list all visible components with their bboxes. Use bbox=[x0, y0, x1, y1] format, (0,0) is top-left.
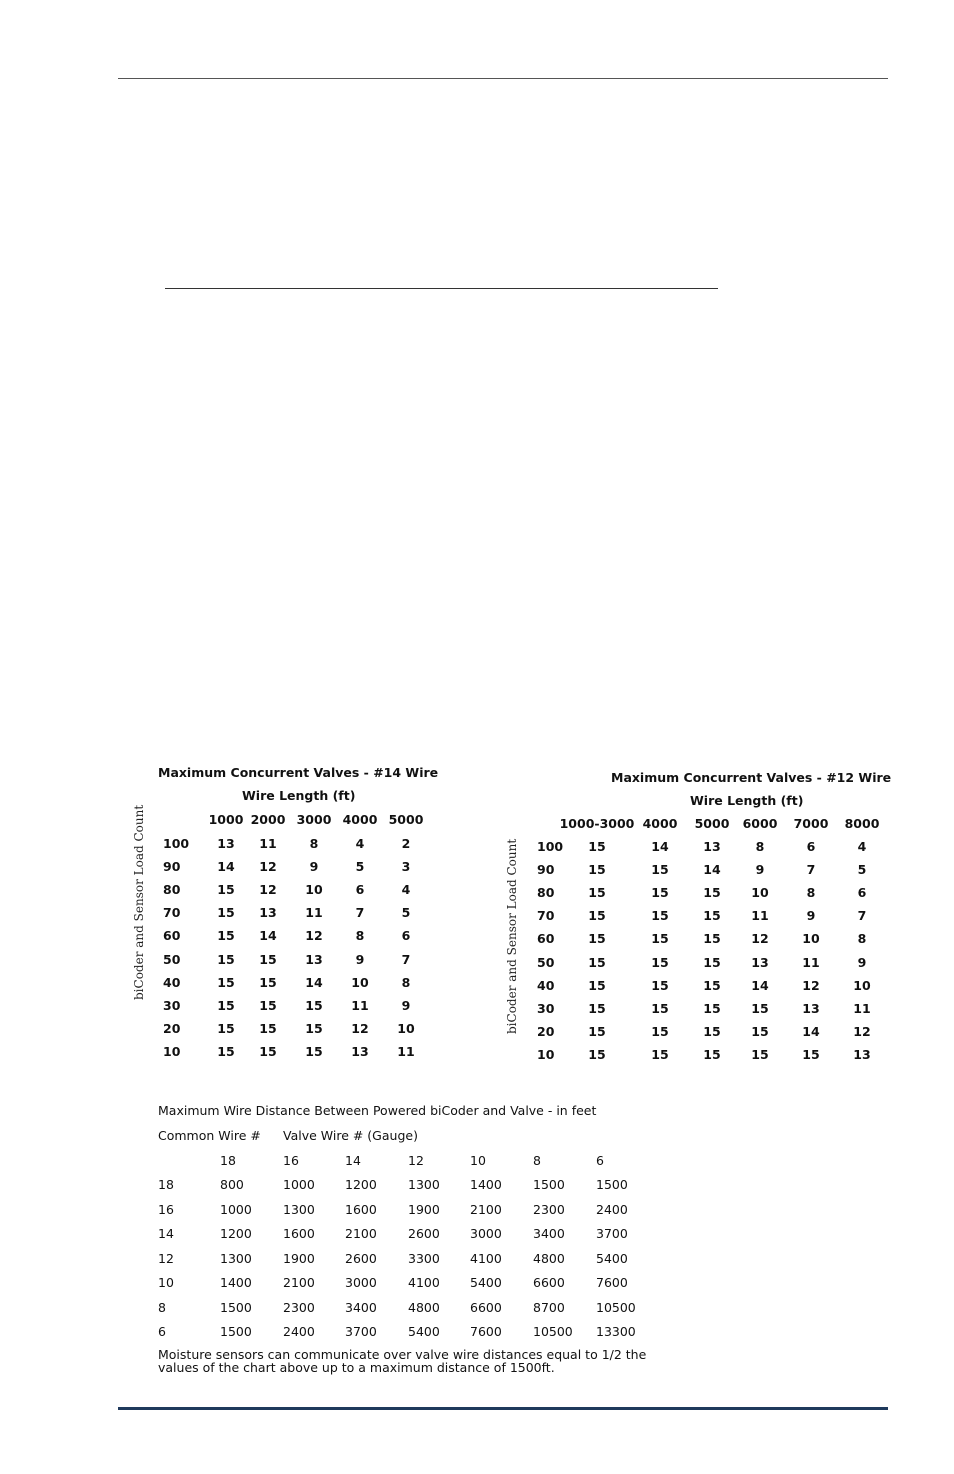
table-note: Moisture sensors can communicate over valve wire distances equal to 1/2 the values of the chart above up to a maximum distance of 1500ft. bbox=[158, 1347, 647, 1375]
table-cell: 15 bbox=[588, 885, 606, 901]
table-cell: 10 bbox=[397, 1020, 415, 1036]
table-cell: 15 bbox=[651, 1046, 669, 1062]
row-header: 40 bbox=[537, 977, 555, 993]
row-header: 8 bbox=[158, 1299, 166, 1315]
table-cell: 6 bbox=[857, 885, 867, 901]
table-cell: 11 bbox=[305, 905, 323, 921]
table-cell: 15 bbox=[703, 885, 721, 901]
column-header: 14 bbox=[345, 1153, 361, 1168]
table-cell: 13 bbox=[802, 1000, 820, 1016]
table-cell: 1900 bbox=[408, 1201, 440, 1217]
table-cell: 1400 bbox=[470, 1177, 502, 1192]
table-cell: 15 bbox=[588, 931, 606, 947]
table-cell: 13 bbox=[751, 954, 769, 970]
table-cell: 15 bbox=[217, 1020, 235, 1036]
row-header: 90 bbox=[163, 859, 181, 875]
table-cell: 13 bbox=[305, 951, 323, 967]
row-header: 6 bbox=[158, 1324, 166, 1339]
table-cell: 7600 bbox=[596, 1275, 628, 1290]
row-header: 50 bbox=[537, 954, 555, 970]
column-header: 1000-3000 bbox=[559, 816, 635, 831]
column-header: 4000 bbox=[642, 816, 678, 831]
table-cell: 14 bbox=[305, 974, 323, 990]
row-header: 16 bbox=[158, 1201, 174, 1217]
table-cell: 6 bbox=[806, 839, 816, 854]
table-cell: 1300 bbox=[283, 1201, 315, 1217]
table-cell: 14 bbox=[217, 859, 235, 875]
table-cell: 12 bbox=[853, 1023, 871, 1039]
row-header: 100 bbox=[163, 836, 190, 851]
table-cell: 5400 bbox=[408, 1324, 440, 1339]
row-header: 14 bbox=[158, 1226, 174, 1241]
header-rule bbox=[118, 78, 888, 79]
table-cell: 2 bbox=[401, 836, 411, 851]
table-cell: 8 bbox=[309, 836, 319, 851]
table-cell: 10500 bbox=[533, 1324, 573, 1339]
table-cell: 6600 bbox=[533, 1275, 565, 1290]
table-cell: 1500 bbox=[596, 1177, 628, 1192]
table-cell: 7 bbox=[355, 905, 365, 921]
table-cell: 8700 bbox=[533, 1299, 565, 1315]
table-cell: 1300 bbox=[220, 1250, 252, 1266]
table-cell: 14 bbox=[703, 862, 721, 878]
table-cell: 15 bbox=[651, 931, 669, 947]
table-cell: 15 bbox=[259, 1020, 277, 1036]
column-header: 10 bbox=[470, 1153, 486, 1168]
table-cell: 15 bbox=[217, 951, 235, 967]
table-cell: 15 bbox=[217, 905, 235, 921]
column-header: 8 bbox=[533, 1153, 541, 1168]
table-cell: 15 bbox=[751, 1046, 769, 1062]
row-header: 80 bbox=[163, 882, 181, 898]
table-cell: 3 bbox=[401, 859, 411, 875]
table-cell: 15 bbox=[305, 1043, 323, 1059]
table-cell: 12 bbox=[751, 931, 769, 947]
table-cell: 4 bbox=[401, 882, 411, 898]
table-cell: 4800 bbox=[408, 1299, 440, 1315]
table-cell: 3300 bbox=[408, 1250, 440, 1266]
row-header: 60 bbox=[537, 931, 555, 947]
table-cell: 2600 bbox=[408, 1226, 440, 1241]
table-cell: 9 bbox=[309, 859, 319, 875]
table-cell: 10 bbox=[853, 977, 871, 993]
table-cell: 13 bbox=[853, 1046, 871, 1062]
table-cell: 15 bbox=[588, 1000, 606, 1016]
table-cell: 14 bbox=[802, 1023, 820, 1039]
table-cell: 15 bbox=[588, 977, 606, 993]
table-cell: 15 bbox=[703, 1000, 721, 1016]
table-cell: 15 bbox=[651, 977, 669, 993]
table-cell: 13 bbox=[351, 1043, 369, 1059]
table-title: Maximum Wire Distance Between Powered biCoder and Valve - in feet bbox=[158, 1103, 597, 1118]
table-cell: 12 bbox=[305, 928, 323, 944]
table-cell: 15 bbox=[651, 954, 669, 970]
table-cell: 3400 bbox=[533, 1226, 565, 1241]
column-header: 3000 bbox=[296, 812, 332, 827]
table-cell: 12 bbox=[351, 1020, 369, 1036]
column-header: 18 bbox=[220, 1153, 236, 1168]
table-cell: 15 bbox=[703, 908, 721, 924]
table-cell: 4 bbox=[857, 839, 867, 854]
table-cell: 11 bbox=[351, 997, 369, 1013]
table-cell: 2300 bbox=[533, 1201, 565, 1217]
table-cell: 11 bbox=[397, 1043, 415, 1059]
row-axis-label: Common Wire # bbox=[158, 1128, 261, 1143]
table-cell: 15 bbox=[217, 1043, 235, 1059]
table-cell: 15 bbox=[217, 974, 235, 990]
table-cell: 15 bbox=[703, 954, 721, 970]
table-cell: 5 bbox=[355, 859, 365, 875]
row-header: 90 bbox=[537, 862, 555, 878]
table-cell: 2100 bbox=[345, 1226, 377, 1241]
table-cell: 7 bbox=[806, 862, 816, 878]
row-header: 20 bbox=[163, 1020, 181, 1036]
table-cell: 1000 bbox=[283, 1177, 315, 1192]
row-header: 18 bbox=[158, 1177, 174, 1192]
table-cell: 1500 bbox=[220, 1324, 252, 1339]
table-cell: 10 bbox=[351, 974, 369, 990]
table-cell: 1400 bbox=[220, 1275, 252, 1290]
row-header: 30 bbox=[537, 1000, 555, 1016]
section-rule bbox=[165, 288, 718, 289]
row-header: 12 bbox=[158, 1250, 174, 1266]
table-cell: 2100 bbox=[283, 1275, 315, 1290]
table-cell: 9 bbox=[806, 908, 816, 924]
table-cell: 15 bbox=[259, 951, 277, 967]
table-cell: 5400 bbox=[470, 1275, 502, 1290]
table-cell: 8 bbox=[355, 928, 365, 944]
column-header: 6 bbox=[596, 1153, 604, 1168]
table-cell: 15 bbox=[259, 974, 277, 990]
table-cell: 10 bbox=[751, 885, 769, 901]
table-cell: 15 bbox=[651, 908, 669, 924]
table-cell: 15 bbox=[305, 997, 323, 1013]
table-cell: 4800 bbox=[533, 1250, 565, 1266]
table-cell: 15 bbox=[703, 1046, 721, 1062]
table-cell: 15 bbox=[703, 1023, 721, 1039]
table-cell: 13300 bbox=[596, 1324, 636, 1339]
table-cell: 13 bbox=[259, 905, 277, 921]
x-axis-label: Wire Length (ft) bbox=[242, 788, 356, 803]
column-header: 16 bbox=[283, 1153, 299, 1168]
x-axis-label: Wire Length (ft) bbox=[690, 793, 804, 808]
row-header: 70 bbox=[163, 905, 181, 921]
table-cell: 4 bbox=[355, 836, 365, 851]
table-cell: 15 bbox=[802, 1046, 820, 1062]
table-cell: 15 bbox=[217, 997, 235, 1013]
table-cell: 4100 bbox=[470, 1250, 502, 1266]
column-header: 6000 bbox=[742, 816, 778, 831]
table-cell: 800 bbox=[220, 1177, 244, 1192]
table-cell: 8 bbox=[857, 931, 867, 947]
table-cell: 7 bbox=[401, 951, 411, 967]
table-cell: 4100 bbox=[408, 1275, 440, 1290]
table-cell: 12 bbox=[259, 882, 277, 898]
table-cell: 15 bbox=[588, 1046, 606, 1062]
table-cell: 2100 bbox=[470, 1201, 502, 1217]
table-cell: 11 bbox=[259, 836, 277, 851]
row-header: 40 bbox=[163, 974, 181, 990]
column-header: 4000 bbox=[342, 812, 378, 827]
table-cell: 8 bbox=[755, 839, 765, 854]
table-cell: 15 bbox=[651, 1023, 669, 1039]
table-cell: 1200 bbox=[220, 1226, 252, 1241]
table-cell: 14 bbox=[751, 977, 769, 993]
table-cell: 15 bbox=[651, 1000, 669, 1016]
table-cell: 15 bbox=[588, 839, 606, 854]
table-cell: 1500 bbox=[533, 1177, 565, 1192]
table-cell: 3700 bbox=[345, 1324, 377, 1339]
row-header: 10 bbox=[163, 1043, 181, 1059]
column-header: 8000 bbox=[844, 816, 880, 831]
table-cell: 15 bbox=[703, 977, 721, 993]
table-title: Maximum Concurrent Valves - #14 Wire bbox=[158, 765, 439, 780]
row-header: 100 bbox=[537, 839, 564, 854]
column-header: 5000 bbox=[388, 812, 424, 827]
row-header: 60 bbox=[163, 928, 181, 944]
table-cell: 10 bbox=[802, 931, 820, 947]
table-cell: 14 bbox=[651, 839, 669, 854]
column-axis-label: Valve Wire # (Gauge) bbox=[283, 1128, 418, 1143]
table-cell: 11 bbox=[853, 1000, 871, 1016]
row-header: 70 bbox=[537, 908, 555, 924]
table-cell: 1300 bbox=[408, 1177, 440, 1192]
table-cell: 3400 bbox=[345, 1299, 377, 1315]
table-cell: 13 bbox=[703, 839, 721, 854]
table-cell: 6600 bbox=[470, 1299, 502, 1315]
table-cell: 15 bbox=[588, 908, 606, 924]
y-axis-label: biCoder and Sensor Load Count bbox=[132, 804, 146, 1000]
table-cell: 6 bbox=[401, 928, 411, 944]
table-cell: 7600 bbox=[470, 1324, 502, 1339]
table-cell: 9 bbox=[755, 862, 765, 878]
table-cell: 15 bbox=[217, 882, 235, 898]
table-cell: 15 bbox=[588, 862, 606, 878]
table-cell: 1900 bbox=[283, 1250, 315, 1266]
table-cell: 11 bbox=[751, 908, 769, 924]
table-cell: 1600 bbox=[345, 1201, 377, 1217]
table-cell: 15 bbox=[259, 997, 277, 1013]
table-cell: 1500 bbox=[220, 1299, 252, 1315]
table-cell: 15 bbox=[305, 1020, 323, 1036]
table-cell: 10 bbox=[305, 882, 323, 898]
column-header: 5000 bbox=[694, 816, 730, 831]
table-cell: 15 bbox=[651, 862, 669, 878]
row-header: 80 bbox=[537, 885, 555, 901]
column-header: 2000 bbox=[250, 812, 286, 827]
table-cell: 9 bbox=[355, 951, 365, 967]
table-cell: 3000 bbox=[470, 1226, 502, 1241]
column-header: 1000 bbox=[208, 812, 244, 827]
table-cell: 9 bbox=[401, 997, 411, 1013]
table-cell: 15 bbox=[751, 1000, 769, 1016]
table-cell: 3700 bbox=[596, 1226, 628, 1241]
column-header: 7000 bbox=[793, 816, 829, 831]
table-cell: 15 bbox=[259, 1043, 277, 1059]
table-cell: 1000 bbox=[220, 1201, 252, 1217]
row-header: 10 bbox=[158, 1275, 174, 1290]
table-cell: 2600 bbox=[345, 1250, 377, 1266]
table-cell: 12 bbox=[802, 977, 820, 993]
table-cell: 7 bbox=[857, 908, 867, 924]
table-cell: 5400 bbox=[596, 1250, 628, 1266]
table-cell: 15 bbox=[703, 931, 721, 947]
table-cell: 12 bbox=[259, 859, 277, 875]
table-cell: 2400 bbox=[283, 1324, 315, 1339]
table-cell: 15 bbox=[217, 928, 235, 944]
row-header: 10 bbox=[537, 1046, 555, 1062]
table-cell: 15 bbox=[588, 954, 606, 970]
table-cell: 5 bbox=[401, 905, 411, 921]
table-cell: 15 bbox=[588, 1023, 606, 1039]
table-cell: 8 bbox=[401, 974, 411, 990]
table-cell: 11 bbox=[802, 954, 820, 970]
table-cell: 6 bbox=[355, 882, 365, 898]
table-cell: 9 bbox=[857, 954, 867, 970]
table-cell: 3000 bbox=[345, 1275, 377, 1290]
table-cell: 5 bbox=[857, 862, 867, 878]
table-cell: 1600 bbox=[283, 1226, 315, 1241]
column-header: 12 bbox=[408, 1153, 424, 1168]
table-cell: 15 bbox=[751, 1023, 769, 1039]
table-cell: 2300 bbox=[283, 1299, 315, 1315]
row-header: 30 bbox=[163, 997, 181, 1013]
table-cell: 14 bbox=[259, 928, 277, 944]
table-cell: 2400 bbox=[596, 1201, 628, 1217]
footer-rule bbox=[118, 1407, 888, 1410]
table-cell: 15 bbox=[651, 885, 669, 901]
table-cell: 13 bbox=[217, 836, 235, 851]
table-cell: 8 bbox=[806, 885, 816, 901]
row-header: 50 bbox=[163, 951, 181, 967]
row-header: 20 bbox=[537, 1023, 555, 1039]
y-axis-label: biCoder and Sensor Load Count bbox=[505, 838, 519, 1034]
table-cell: 1200 bbox=[345, 1177, 377, 1192]
table-title: Maximum Concurrent Valves - #12 Wire bbox=[611, 770, 892, 785]
table-cell: 10500 bbox=[596, 1299, 636, 1315]
